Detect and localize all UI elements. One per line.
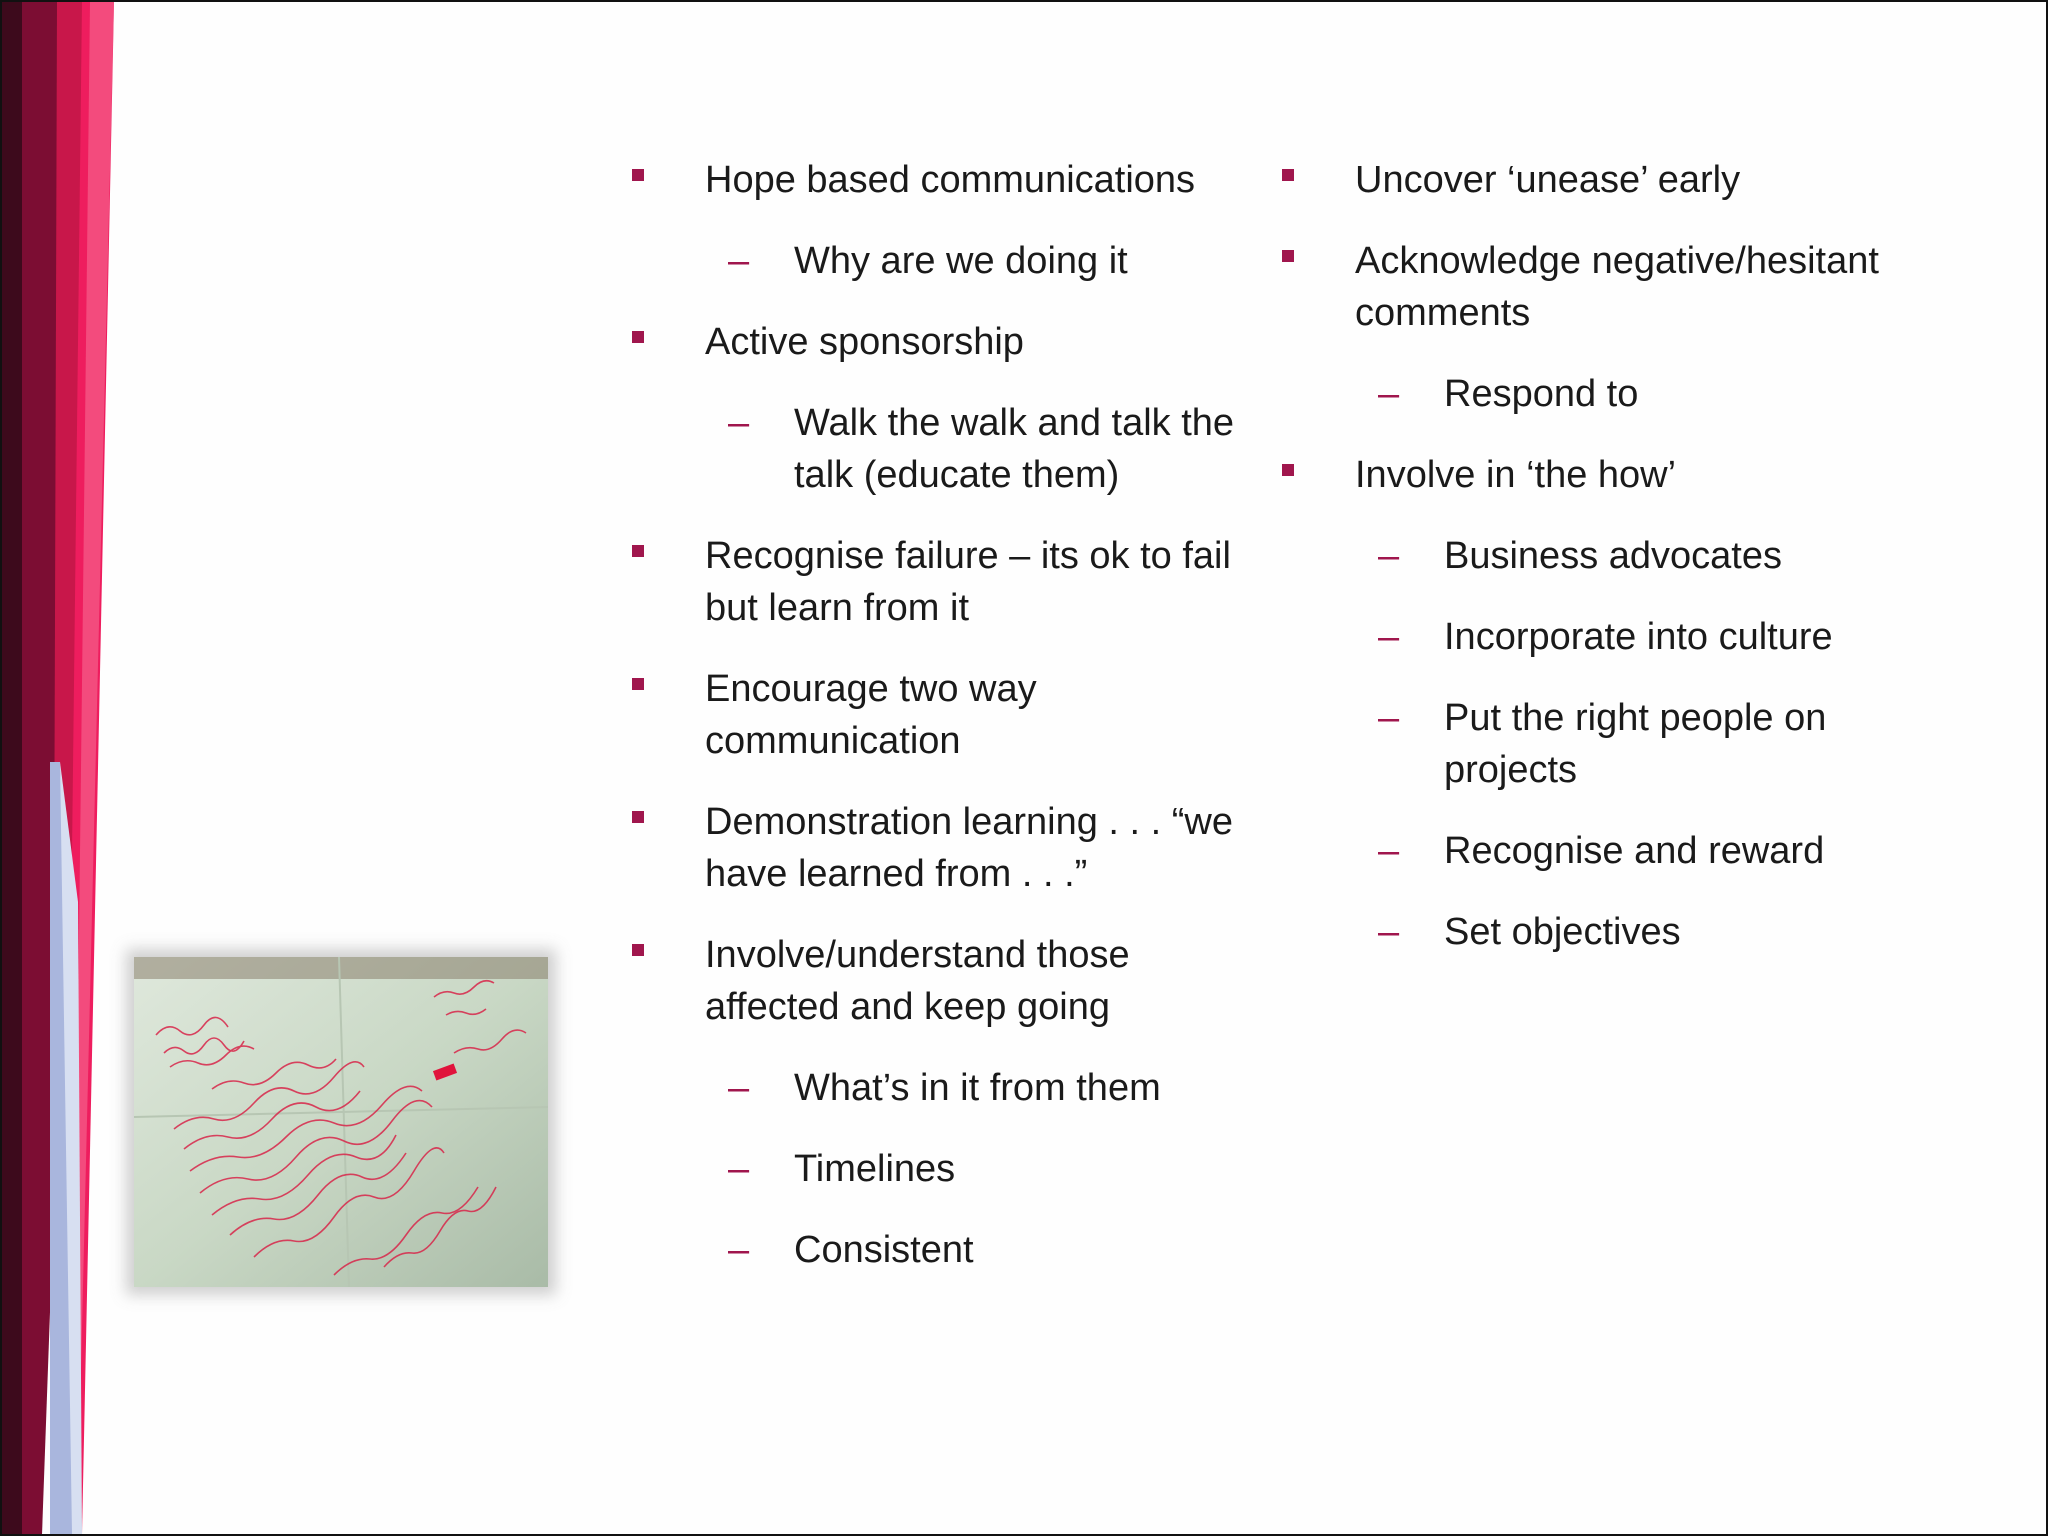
left-column	[629, 154, 1269, 1305]
square-bullet-icon	[632, 545, 644, 557]
bullet-item	[629, 530, 1269, 634]
dash-bullet-icon: –	[728, 1067, 750, 1109]
handwritten-notes-image	[134, 957, 548, 1287]
bullet-text: Active sponsorship	[705, 321, 1024, 363]
square-bullet-icon	[632, 944, 644, 956]
sub-bullet-text: Set objectives	[1444, 911, 1681, 953]
bullet-text: Involve/understand those affected and keep going	[705, 934, 1130, 1028]
dash-bullet-icon: –	[728, 1148, 750, 1190]
sub-bullet-text: Respond to	[1444, 373, 1639, 415]
decorative-side-bars	[2, 2, 122, 1534]
sub-bullet-text: Timelines	[794, 1148, 956, 1190]
square-bullet-icon	[1282, 250, 1294, 262]
bullet-text: Encourage two way communication	[705, 668, 1037, 762]
dash-bullet-icon: –	[1378, 830, 1400, 872]
dash-bullet-icon: –	[1378, 911, 1400, 953]
handwritten-notes-photo	[134, 957, 548, 1287]
right-column	[1279, 154, 1939, 987]
sub-bullet-text: What’s in it from them	[794, 1067, 1161, 1109]
bullet-text: Recognise failure – its ok to fail but learn from it	[705, 535, 1231, 629]
dash-bullet-icon: –	[728, 240, 750, 282]
bullet-text: Hope based communications	[705, 159, 1196, 201]
bullet-item	[1279, 235, 1939, 339]
bullet-item	[629, 929, 1269, 1033]
square-bullet-icon	[1282, 169, 1294, 181]
dash-bullet-icon: –	[1378, 616, 1400, 658]
bullet-text: Involve in ‘the how’	[1355, 454, 1677, 496]
dash-bullet-icon: –	[728, 402, 750, 444]
sub-bullet-item	[629, 235, 1269, 287]
dash-bullet-icon: –	[1378, 535, 1400, 577]
sub-bullet-item	[1279, 906, 1939, 958]
dash-bullet-icon: –	[728, 1229, 750, 1271]
sub-bullet-item	[1279, 825, 1939, 877]
square-bullet-icon	[1282, 464, 1294, 476]
bullet-item	[629, 796, 1269, 900]
sub-bullet-text: Consistent	[794, 1229, 974, 1271]
sub-bullet-text: Business advocates	[1444, 535, 1782, 577]
sub-bullet-item	[1279, 530, 1939, 582]
square-bullet-icon	[632, 678, 644, 690]
square-bullet-icon	[632, 811, 644, 823]
sub-bullet-item	[1279, 692, 1939, 796]
bullet-text: Acknowledge negative/hesitant comments	[1355, 240, 1879, 334]
dash-bullet-icon: –	[1378, 697, 1400, 739]
bullet-text: Demonstration learning . . . “we have learned from . . .”	[705, 801, 1234, 895]
sub-bullet-text: Recognise and reward	[1444, 830, 1825, 872]
sub-bullet-text: Put the right people on projects	[1444, 697, 1827, 791]
sub-bullet-item	[1279, 368, 1939, 420]
sub-bullet-item	[1279, 611, 1939, 663]
bullet-item	[629, 663, 1269, 767]
bullet-item	[629, 316, 1269, 368]
sub-bullet-text: Incorporate into culture	[1444, 616, 1833, 658]
square-bullet-icon	[632, 331, 644, 343]
dash-bullet-icon: –	[1378, 373, 1400, 415]
bullet-text: Uncover ‘unease’ early	[1355, 159, 1741, 201]
sub-bullet-item	[629, 397, 1269, 501]
bullet-item	[1279, 154, 1939, 206]
sub-bullet-item	[629, 1224, 1269, 1276]
sub-bullet-text: Why are we doing it	[794, 240, 1128, 282]
bullet-item	[629, 154, 1269, 206]
square-bullet-icon	[632, 169, 644, 181]
sub-bullet-item	[629, 1143, 1269, 1195]
sub-bullet-text: Walk the walk and talk the talk (educate them)	[794, 402, 1235, 496]
sub-bullet-item	[629, 1062, 1269, 1114]
bullet-item	[1279, 449, 1939, 501]
